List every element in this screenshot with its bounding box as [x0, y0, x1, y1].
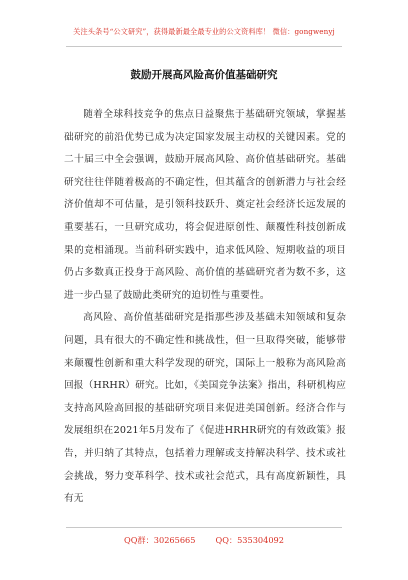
- footer-divider: [66, 527, 342, 528]
- footer-qq-group: QQ群：30265665: [124, 535, 196, 545]
- document-body: [64, 104, 346, 511]
- header-divider: [66, 46, 342, 47]
- header-banner: 关注头条号“公文研究”，获得最新最全最专业的公文资料库！ 微信：gongwenyj: [73, 27, 335, 36]
- footer-qq-number: QQ：535304092: [215, 535, 284, 545]
- footer-contact: [0, 535, 408, 546]
- body-paragraph: 高风险、高价值基础研究是指那些涉及基础未知领域和复杂问题，具有很大的不确定性和挑战性，但一旦取得突破，能够带来颠覆性创新和重大科学发现的研究，国际上一般称为高风险高回报（HRHR）研究。比如，《美国竞争法案》指出，科研机构应支持高风险高回报的基础研究项目来促进美国创新。经济合作与发展组织在2021年5月发布了《促进HRHR研究的有效政策》报告，并归纳了其特点，包括着力理解或支持解决科学、技术或社会挑战，努力变革科学、技术或社会范式，具有高度新颖性，具有无: [64, 312, 346, 505]
- body-paragraph: 随着全球科技竞争的焦点日益聚焦于基础研究领域，掌握基础研究的前沿优势已成为决定国家发展主动权的关键因素。党的二十届三中全会强调，鼓励开展高风险、高价值基础研究。基础研究往往伴随着极高的不确定性，但其蕴含的创新潜力与社会经济价值却不可估量，是引领科技跃升、奠定社会经济长远发展的重要基石，一旦研究成功，将会促进原创性、颠覆性科技创新成果的竞相涌现。当前科研实践中，追求低风险、短期收益的项目仍占多数真正投身于高风险、高价值的基础研究者为数不多，这进一步凸显了鼓励此类研究的迫切性与重要性。: [64, 109, 346, 301]
- document-title: 鼓励开展高风险高价值基础研究: [130, 69, 278, 81]
